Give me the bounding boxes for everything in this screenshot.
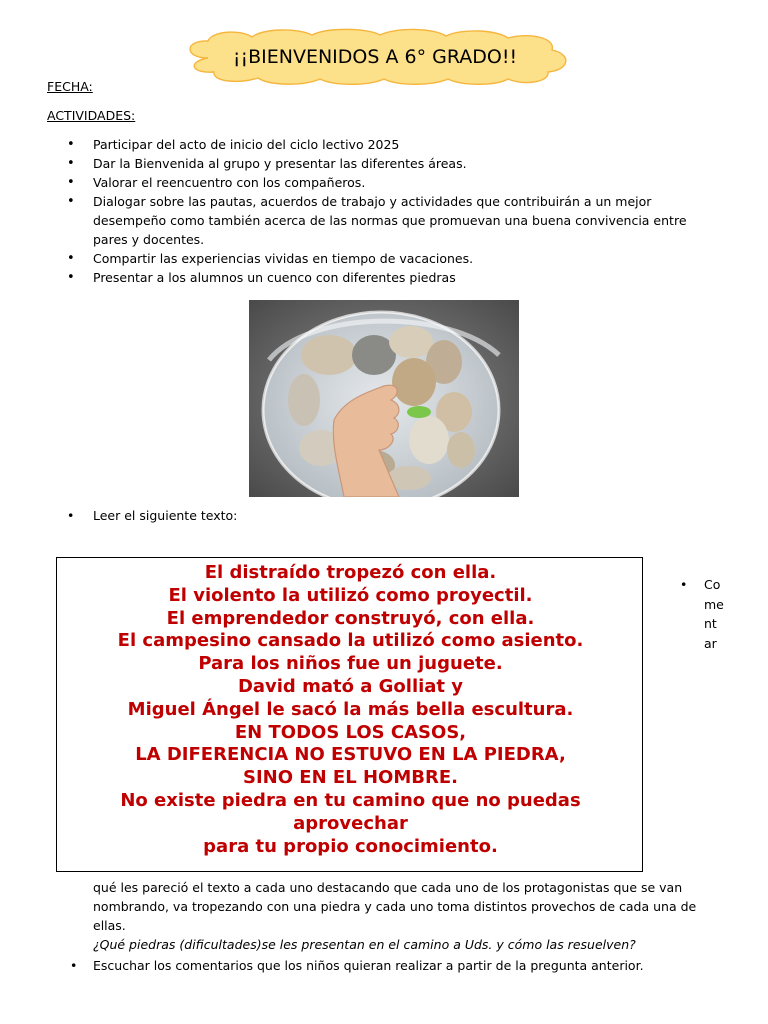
comment-continuation — [93, 878, 708, 954]
bullet-icon: • — [67, 251, 75, 266]
poem-line: David mató a Golliat y — [237, 675, 464, 697]
poem — [57, 562, 644, 858]
list-item — [67, 135, 707, 154]
read-item — [67, 508, 237, 523]
comment-text: qué les pareció el texto a cada uno destacando que cada uno de los protagonistas que se van nombrando, va tropezando con una piedra y cada uno toma distintos provechos de cada una de ellas. — [93, 880, 697, 933]
bullet-icon: • — [67, 270, 75, 285]
list-item-text: Dialogar sobre las pautas, acuerdos de trabajo y actividades que contribuirán a un mejor desempeño como también acerca de las normas que promuevan una buena convivencia entre pares y docentes. — [93, 194, 687, 247]
bullet-icon: • — [67, 156, 75, 171]
comment-word: Comentar — [704, 577, 724, 651]
page-title: ¡¡BIENVENIDOS A 6° GRADO!! — [232, 46, 518, 68]
stones-bowl-photo — [249, 300, 519, 497]
poem-line: Miguel Ángel le sacó la más bella escultura. — [127, 698, 574, 720]
list-item-text: Valorar el reencuentro con los compañeros. — [93, 175, 366, 190]
date-label: FECHA: — [47, 79, 93, 94]
list-item-text: Dar la Bienvenida al grupo y presentar las diferentes áreas. — [93, 156, 467, 171]
bullet-icon: • — [67, 137, 75, 152]
title-cloud — [178, 28, 572, 86]
read-item-text: Leer el siguiente texto: — [93, 508, 238, 523]
question-text: ¿Qué piedras (dificultades)se les presentan en el camino a Uds. y cómo las resuelven? — [93, 937, 636, 952]
bullet-icon: • — [680, 577, 688, 592]
poem-line: SINO EN EL HOMBRE. — [243, 767, 458, 789]
poem-line: No existe piedra en tu camino que no puedas — [120, 789, 581, 811]
list-item-text: Participar del acto de inicio del ciclo lectivo 2025 — [93, 137, 400, 152]
list-item — [67, 154, 707, 173]
poem-line: EN TODOS LOS CASOS, — [234, 721, 467, 743]
list-item — [67, 173, 707, 192]
poem-line: El distraído tropezó con ella. — [204, 562, 497, 583]
poem-line: para tu propio conocimiento. — [203, 835, 498, 857]
list-item — [67, 268, 707, 287]
bullet-icon: • — [70, 958, 78, 973]
bullet-icon: • — [67, 194, 75, 209]
bullet-icon: • — [67, 508, 75, 523]
poem-line: Para los niños fue un juguete. — [198, 653, 503, 675]
list-item-text: Presentar a los alumnos un cuenco con diferentes piedras — [93, 270, 456, 285]
poem-line: El emprendedor construyó, con ella. — [166, 607, 535, 629]
list-item — [67, 249, 707, 268]
poem-box — [56, 557, 643, 872]
activities-list — [67, 135, 707, 287]
activities-label: ACTIVIDADES: — [47, 108, 136, 123]
bullet-icon: • — [67, 175, 75, 190]
poem-line: El violento la utilizó como proyectil. — [168, 584, 533, 606]
poem-line: El campesino cansado la utilizó como asiento. — [117, 630, 584, 652]
list-item — [67, 192, 707, 249]
last-item-text: Escuchar los comentarios que los niños quieran realizar a partir de la pregunta anterior. — [93, 958, 644, 973]
poem-line: LA DIFERENCIA NO ESTUVO EN LA PIEDRA, — [135, 744, 566, 766]
list-item-text: Compartir las experiencias vividas en tiempo de vacaciones. — [93, 251, 474, 266]
poem-line: aprovechar — [293, 812, 408, 834]
